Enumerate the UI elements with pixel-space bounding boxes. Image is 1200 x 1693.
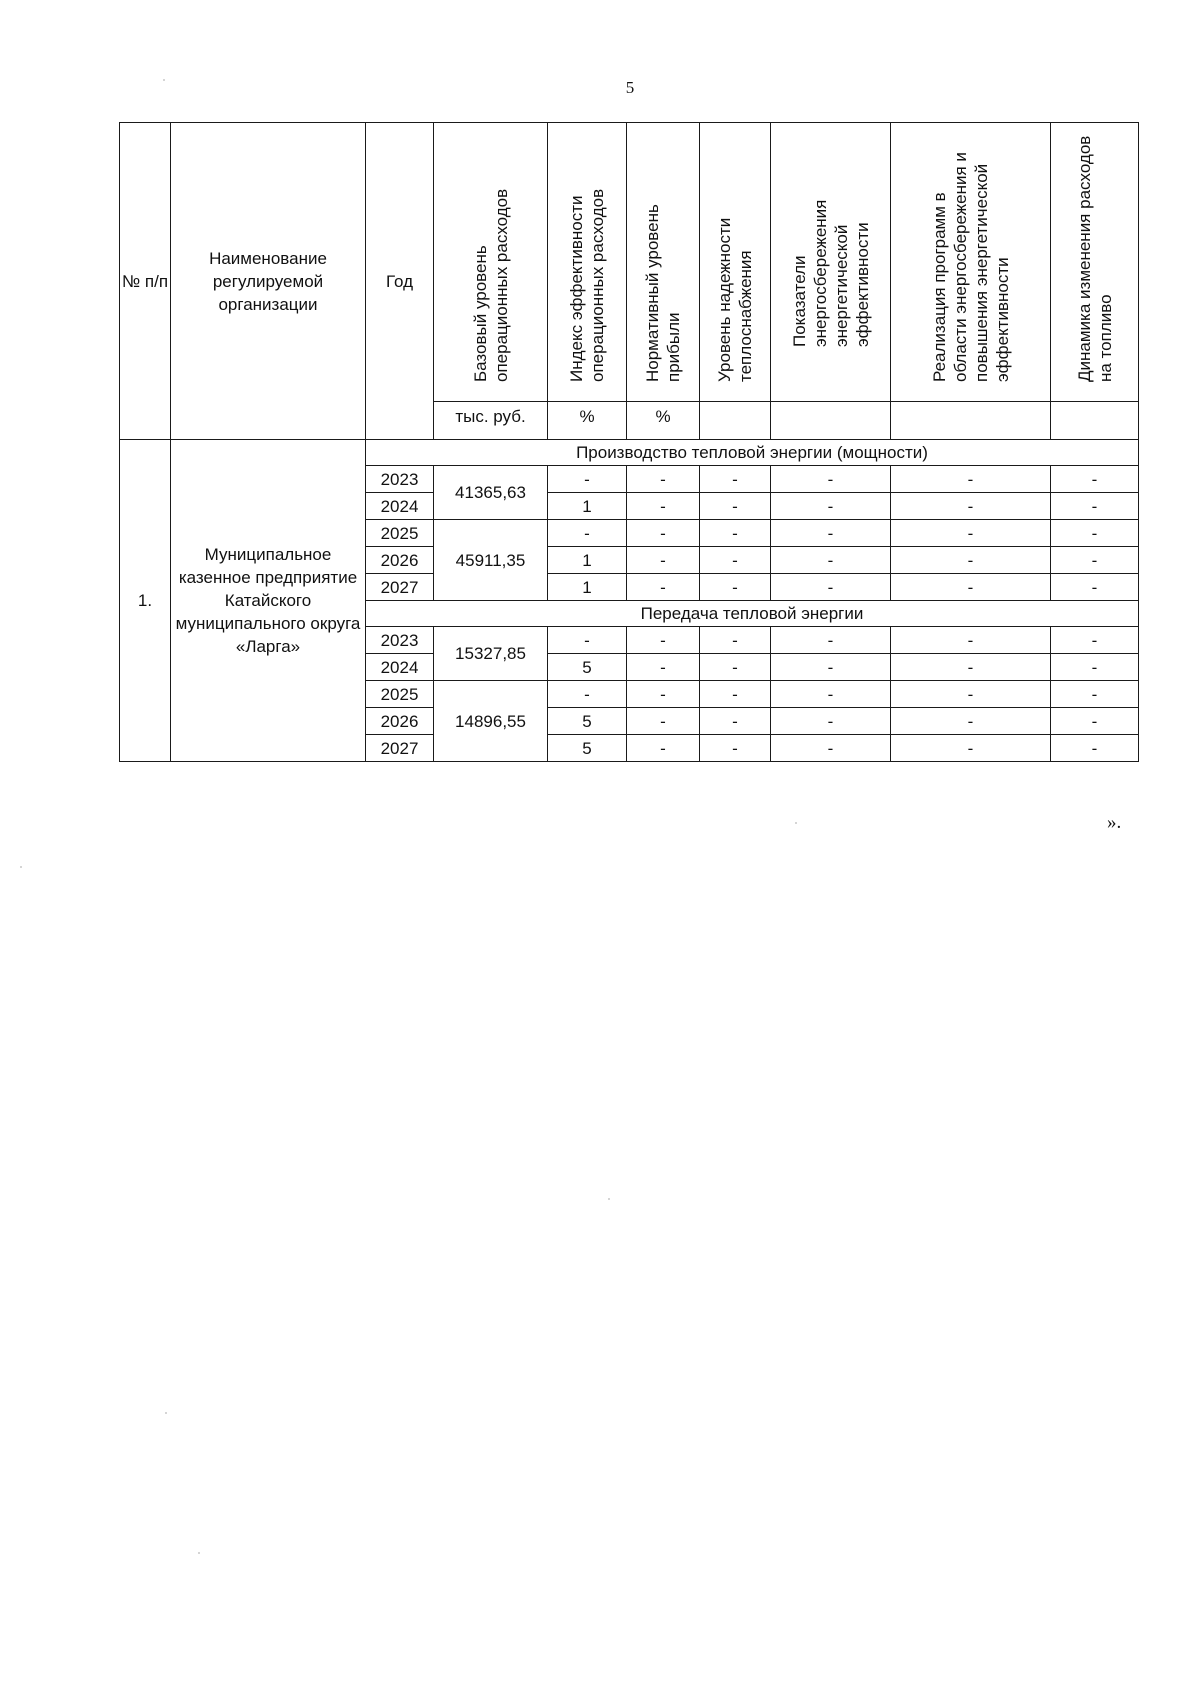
page-number: 5 — [625, 78, 635, 97]
profit-cell: - — [627, 520, 700, 547]
base-level-cell: 14896,55 — [434, 681, 548, 762]
fuel-cell: - — [1051, 735, 1139, 762]
header-fuel-dynamics-text: Динамика изменения расходов на топливо — [1074, 135, 1115, 382]
scan-speck — [198, 1552, 200, 1554]
fuel-cell: - — [1051, 520, 1139, 547]
year-cell: 2025 — [366, 520, 434, 547]
saving-cell: - — [771, 493, 891, 520]
section-title: Производство тепловой энергии (мощности) — [366, 440, 1139, 466]
index-cell: 1 — [548, 547, 627, 574]
programs-cell: - — [891, 735, 1051, 762]
fuel-cell: - — [1051, 627, 1139, 654]
saving-cell: - — [771, 735, 891, 762]
saving-cell: - — [771, 681, 891, 708]
fuel-cell: - — [1051, 466, 1139, 493]
index-cell: 1 — [548, 493, 627, 520]
fuel-cell: - — [1051, 493, 1139, 520]
scan-speck — [163, 79, 165, 81]
saving-cell: - — [771, 708, 891, 735]
profit-cell: - — [627, 735, 700, 762]
header-row — [120, 123, 1139, 402]
reliability-cell: - — [700, 547, 771, 574]
header-base-level-text: Базовый уровень операционных расходов — [470, 188, 511, 382]
header-programs-text: Реализация программ в области энергосбережения и повышения энергетической эффективности — [929, 152, 1012, 382]
scan-speck — [795, 822, 797, 824]
header-year: Год — [366, 123, 434, 440]
profit-cell: - — [627, 681, 700, 708]
profit-cell: - — [627, 466, 700, 493]
scan-speck — [165, 1412, 167, 1414]
saving-cell: - — [771, 547, 891, 574]
fuel-cell: - — [1051, 708, 1139, 735]
unit-energy-saving — [771, 402, 891, 440]
reliability-cell: - — [700, 708, 771, 735]
unit-reliability — [700, 402, 771, 440]
year-cell: 2027 — [366, 574, 434, 601]
year-cell: 2026 — [366, 547, 434, 574]
unit-programs — [891, 402, 1051, 440]
programs-cell: - — [891, 574, 1051, 601]
index-cell: 5 — [548, 708, 627, 735]
index-cell: 5 — [548, 654, 627, 681]
reliability-cell: - — [700, 466, 771, 493]
header-base-level — [434, 123, 548, 402]
reliability-cell: - — [700, 520, 771, 547]
header-reliability-text: Уровень надежности теплоснабжения — [715, 217, 755, 382]
programs-cell: - — [891, 493, 1051, 520]
reliability-cell: - — [700, 627, 771, 654]
index-cell: 5 — [548, 735, 627, 762]
profit-cell: - — [627, 708, 700, 735]
year-cell: 2023 — [366, 466, 434, 493]
scan-speck — [20, 866, 22, 868]
saving-cell: - — [771, 520, 891, 547]
base-level-cell: 41365,63 — [434, 466, 548, 520]
year-cell: 2027 — [366, 735, 434, 762]
org-number: 1. — [120, 440, 171, 762]
year-cell: 2024 — [366, 654, 434, 681]
profit-cell: - — [627, 574, 700, 601]
profit-cell: - — [627, 493, 700, 520]
section-row — [120, 440, 1139, 466]
programs-cell: - — [891, 654, 1051, 681]
fuel-cell: - — [1051, 681, 1139, 708]
header-energy-saving-text: Показатели энергосбережения энергетической эффективности — [789, 199, 872, 347]
fuel-cell: - — [1051, 654, 1139, 681]
reliability-cell: - — [700, 574, 771, 601]
programs-cell: - — [891, 627, 1051, 654]
programs-cell: - — [891, 520, 1051, 547]
index-cell: - — [548, 627, 627, 654]
header-programs — [891, 123, 1051, 402]
base-level-cell: 15327,85 — [434, 627, 548, 681]
base-level-cell: 45911,35 — [434, 520, 548, 601]
programs-cell: - — [891, 681, 1051, 708]
header-reliability — [700, 123, 771, 402]
index-cell: - — [548, 466, 627, 493]
header-efficiency-index-text: Индекс эффективности операционных расходов — [567, 188, 607, 382]
unit-normative-profit: % — [627, 402, 700, 440]
programs-cell: - — [891, 466, 1051, 493]
year-cell: 2025 — [366, 681, 434, 708]
saving-cell: - — [771, 627, 891, 654]
header-num: № п/п — [120, 123, 171, 440]
unit-fuel-dynamics — [1051, 402, 1139, 440]
unit-base-level: тыс. руб. — [434, 402, 548, 440]
reliability-cell: - — [700, 493, 771, 520]
header-normative-profit — [627, 123, 700, 402]
header-efficiency-index — [548, 123, 627, 402]
saving-cell: - — [771, 654, 891, 681]
year-cell: 2026 — [366, 708, 434, 735]
header-energy-saving — [771, 123, 891, 402]
reliability-cell: - — [700, 654, 771, 681]
reliability-cell: - — [700, 735, 771, 762]
org-name: Муниципальное казенное предприятие Катайского муниципального округа «Ларга» — [171, 440, 366, 762]
header-org-name: Наименование регулируемой организации — [171, 123, 366, 440]
index-cell: - — [548, 681, 627, 708]
section-title: Передача тепловой энергии — [366, 601, 1139, 627]
year-cell: 2023 — [366, 627, 434, 654]
header-fuel-dynamics — [1051, 123, 1139, 402]
programs-cell: - — [891, 708, 1051, 735]
fuel-cell: - — [1051, 547, 1139, 574]
scan-speck — [608, 1198, 610, 1200]
profit-cell: - — [627, 627, 700, 654]
profit-cell: - — [627, 654, 700, 681]
unit-efficiency-index: % — [548, 402, 627, 440]
saving-cell: - — [771, 574, 891, 601]
reliability-cell: - — [700, 681, 771, 708]
profit-cell: - — [627, 547, 700, 574]
index-cell: - — [548, 520, 627, 547]
closing-quote-mark: ». — [1107, 812, 1122, 833]
index-cell: 1 — [548, 574, 627, 601]
header-normative-profit-text: Нормативный уровень прибыли — [643, 204, 683, 382]
fuel-cell: - — [1051, 574, 1139, 601]
programs-cell: - — [891, 547, 1051, 574]
tariff-parameters-table — [119, 122, 1139, 762]
year-cell: 2024 — [366, 493, 434, 520]
saving-cell: - — [771, 466, 891, 493]
